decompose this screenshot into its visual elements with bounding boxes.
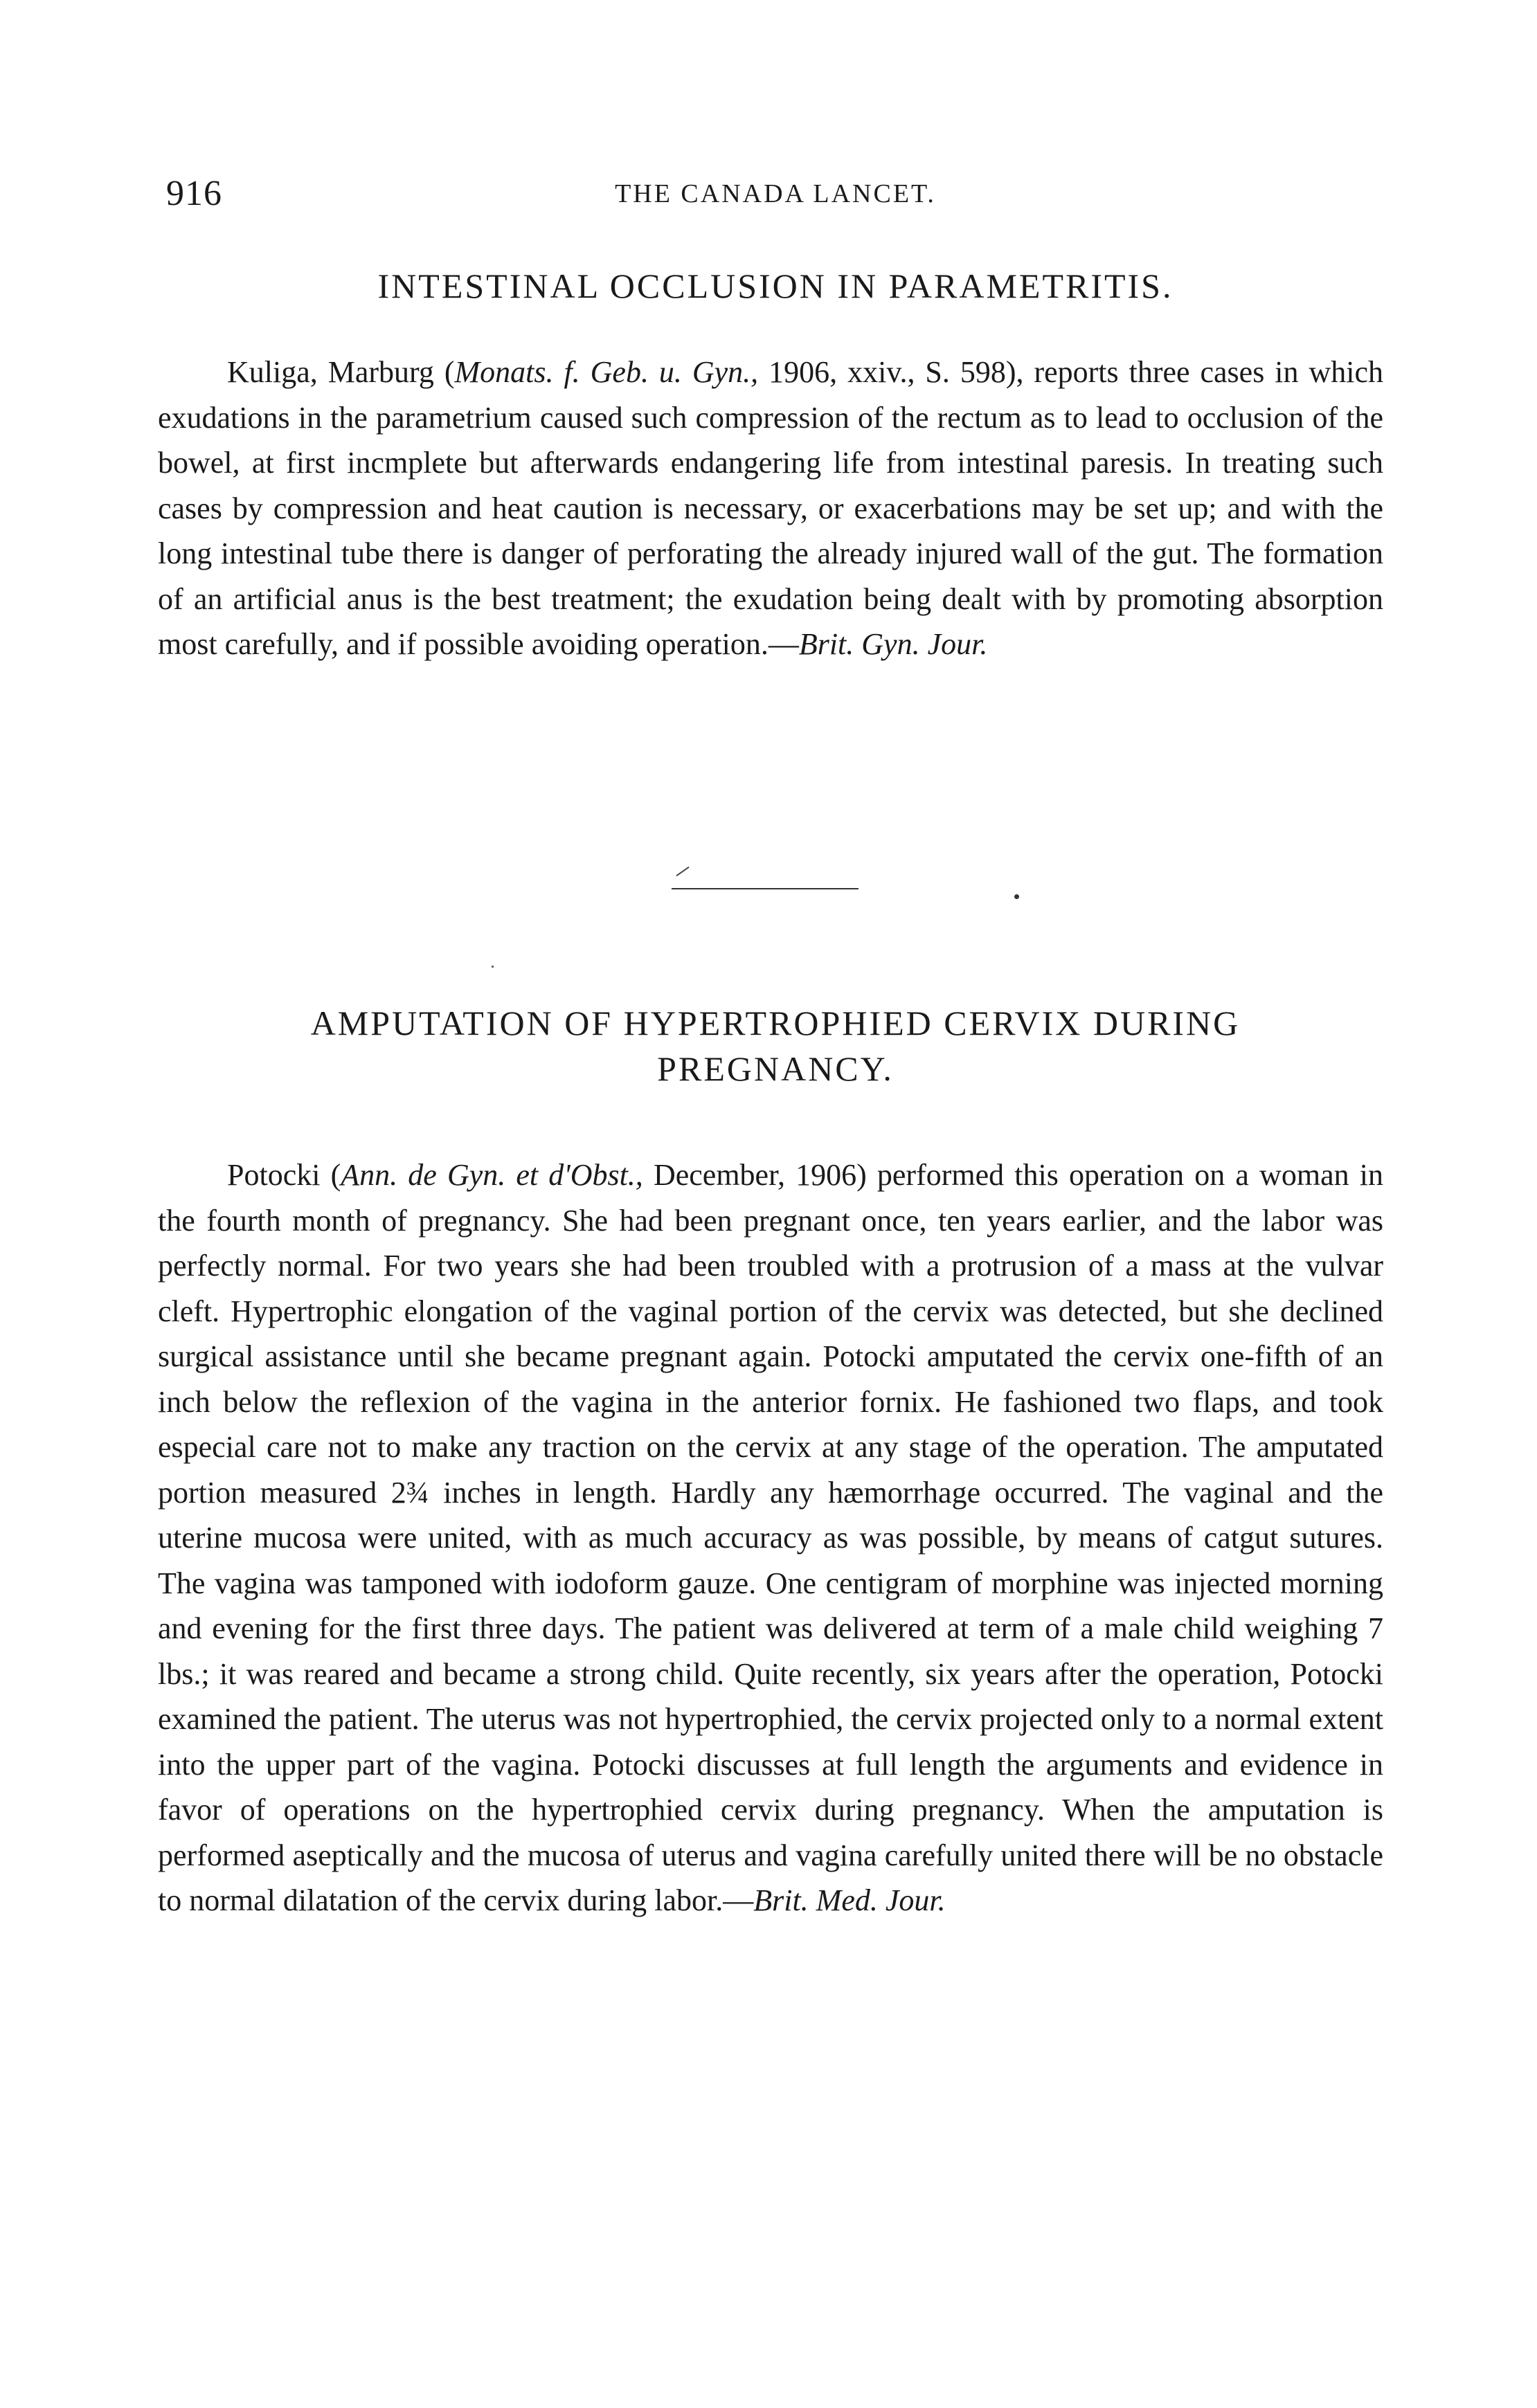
journal-title: THE CANADA LANCET. xyxy=(615,179,936,208)
article-1-source: Brit. Gyn. Jour. xyxy=(798,627,988,661)
article-1-text: 1906, xxiv., S. 598), reports three cases in which exudations in the parametrium caused such compression of the rectum as to lead to occlusion of the bowel, at first incmplete but afterwards endangering life from intestinal paresis. In treating such cases by compression and heat caution is necessary, or exacerbations may be set up; and with the long intestinal tube there is danger of perforating the already injured wall of the gut. The formation of an artificial anus is the best treatment; the exudation being dealt with by promoting absorption most carefully, and if possible avoiding operation.— xyxy=(158,355,1383,661)
article-1-body xyxy=(158,350,1383,667)
print-speck xyxy=(492,966,494,968)
article-1-author: Kuliga, Marburg ( xyxy=(227,355,455,389)
article-1-citation: Monats. f. Geb. u. Gyn., xyxy=(454,355,759,389)
article-2-text: December, 1906) performed this operation on a woman in the fourth month of pregnancy. She had been pregnant once, ten years earlier, and the labor was perfectly normal. For two years she had been troubled with a protrusion of a mass at the vulvar cleft. Hypertrophic elongation of the vaginal portion of the cervix was detected, but she declined surgical assistance until she became pregnant again. Potocki amputated the cervix one-fifth of an inch below the reflexion of the vagina in the anterior fornix. He fashioned two flaps, and took especial care not to make any traction on the cervix at any stage of the operation. The amputated portion measured 2¾ inches in length. Hardly any hæmorrhage occurred. The vaginal and the uterine mucosa were united, with as much accuracy as was possible, by means of catgut sutures. The vagina was tamponed with iodoform gauze. One centigram of morphine was injected morning and evening for the first three days. The patient was delivered at term of a male child weighing 7 lbs.; it was reared and became a strong child. Quite recently, six years after the operation, Potocki examined the patient. The uterus was not hypertrophied, the cervix projected only to a normal extent into the upper part of the vagina. Potocki discusses at full length the arguments and evidence in favor of operations on the hypertrophied cervix during pregnancy. When the amputation is performed aseptically and the mucosa of uterus and vagina carefully united there will be no obstacle to normal dilatation of the cervix during labor.— xyxy=(158,1158,1383,1917)
divider-dot xyxy=(1014,894,1019,899)
divider-tick xyxy=(676,867,689,876)
article-2-citation: Ann. de Gyn. et d'Obst., xyxy=(341,1158,643,1192)
article-2-source: Brit. Med. Jour. xyxy=(753,1883,946,1917)
section-divider xyxy=(672,888,859,889)
article-1-title: INTESTINAL OCCLUSION IN PARAMETRITIS. xyxy=(377,266,1174,305)
page-number: 916 xyxy=(166,174,222,213)
article-2-paragraph xyxy=(158,1152,1383,1923)
article-2-title: AMPUTATION OF HYPERTROPHIED CERVIX DURING PREGNANCY. xyxy=(310,1004,1241,1088)
article-2-body xyxy=(158,1152,1383,1923)
article-2-author: Potocki ( xyxy=(227,1158,341,1192)
running-head xyxy=(166,173,1385,221)
article-1-paragraph xyxy=(158,350,1383,667)
